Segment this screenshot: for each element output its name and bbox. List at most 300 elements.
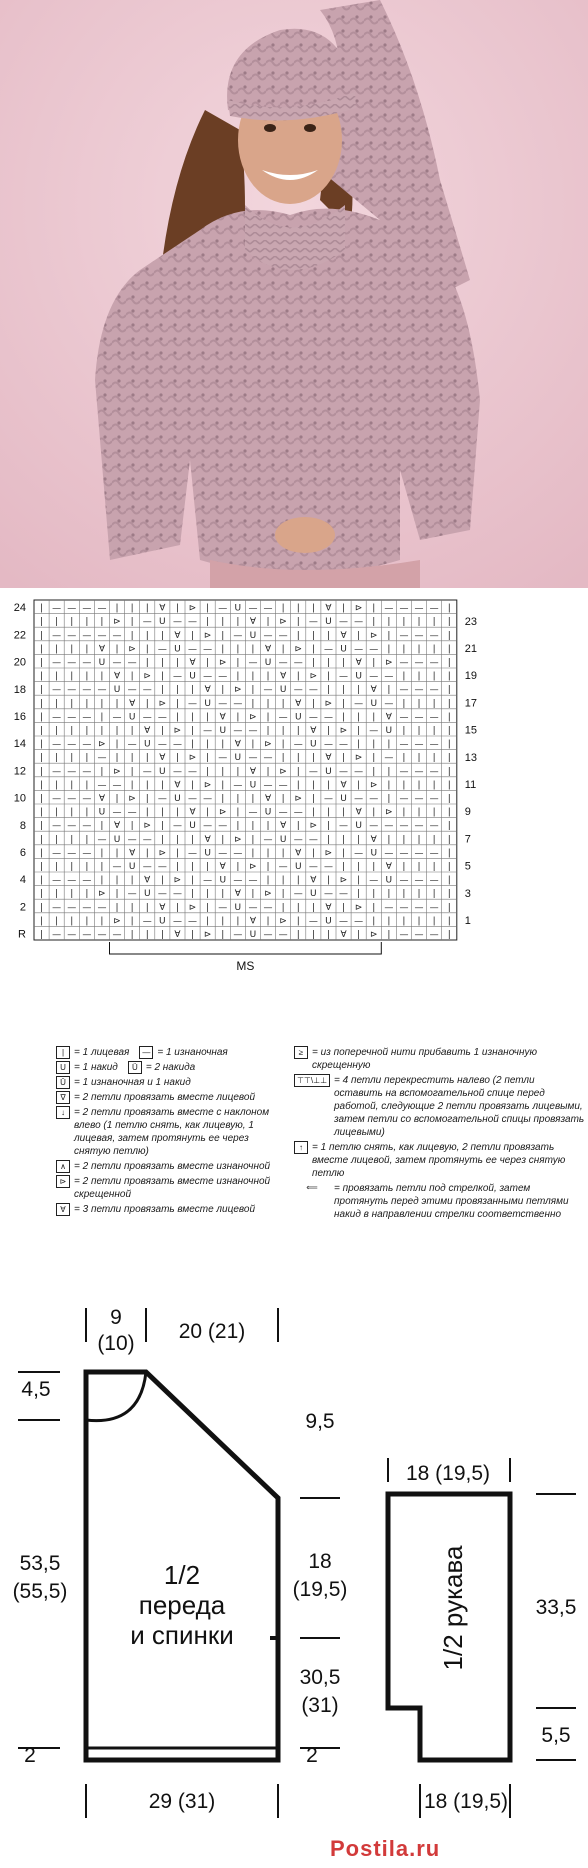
chart-cell-symbol: |	[130, 671, 134, 682]
chart-cell-symbol: —	[112, 807, 122, 818]
chart-cell-symbol: —	[384, 603, 394, 614]
chart-cell-symbol: |	[206, 889, 210, 900]
chart-cell-symbol: |	[281, 644, 285, 655]
chart-cell-symbol: |	[447, 685, 451, 696]
chart-cell-symbol: —	[52, 603, 62, 614]
chart-cell-symbol: |	[447, 766, 451, 777]
chart-cell-symbol: ∀	[370, 834, 377, 845]
chart-cell-symbol: |	[55, 671, 59, 682]
chart-cell-symbol: |	[145, 630, 149, 641]
chart-cell-symbol: |	[40, 658, 44, 669]
shoulder-width-label: 20 (21)	[178, 1320, 246, 1343]
chart-cell-symbol: —	[52, 658, 62, 669]
chart-cell-symbol: |	[236, 658, 240, 669]
chart-cell-symbol: —	[127, 685, 137, 696]
chart-cell-symbol: |	[130, 930, 134, 941]
chart-cell-symbol: —	[414, 902, 424, 913]
chart-cell-symbol: |	[40, 603, 44, 614]
body-width-label: 29 (31)	[148, 1790, 216, 1813]
chart-cell-symbol: |	[206, 766, 210, 777]
chart-cell-symbol: —	[82, 902, 92, 913]
chart-cell-symbol: |	[130, 726, 134, 737]
chart-cell-symbol: —	[248, 658, 258, 669]
chart-cell-symbol: —	[414, 685, 424, 696]
chart-cell-symbol: ∀	[249, 766, 257, 777]
chart-cell-symbol: |	[251, 821, 255, 832]
chart-cell-symbol: |	[447, 807, 451, 818]
chart-cell-symbol: —	[142, 712, 152, 723]
chart-cell-symbol: |	[115, 753, 119, 764]
row-number-right: 13	[464, 751, 478, 764]
legend-item: ∀ = 3 петли провязать вместе лицевой	[56, 1203, 288, 1216]
chart-cell-symbol: |	[236, 862, 240, 873]
chart-cell-symbol: U	[294, 712, 302, 723]
chart-cell-symbol: |	[40, 617, 44, 628]
chart-cell-symbol: |	[357, 875, 361, 886]
chart-cell-symbol: —	[172, 671, 182, 682]
chart-cell-symbol: —	[323, 739, 333, 750]
row-number-right: 19	[464, 670, 478, 683]
chart-cell-symbol: |	[85, 780, 89, 791]
chart-cell-symbol: —	[429, 794, 439, 805]
chart-cell-symbol: |	[160, 834, 164, 845]
chart-cell-symbol: ∀	[219, 862, 226, 873]
chart-cell-symbol: |	[281, 848, 285, 859]
chart-cell-symbol: —	[278, 712, 288, 723]
chart-cell-symbol: |	[130, 766, 134, 777]
chart-cell-symbol: ⊳	[279, 916, 287, 927]
chart-cell-symbol: —	[67, 630, 77, 641]
chart-cell-symbol: |	[191, 685, 195, 696]
chart-cell-symbol: ∀	[98, 794, 106, 805]
chart-cell-symbol: —	[233, 630, 243, 641]
chart-cell-symbol: |	[266, 617, 270, 628]
rib-height-label: 2	[24, 1744, 36, 1767]
legend-item: U = 1 накид	[56, 1061, 118, 1074]
chart-cell-symbol: ⊳	[369, 630, 378, 641]
chart-cell-symbol: —	[339, 617, 349, 628]
repeat-label: MS	[236, 959, 255, 973]
chart-cell-symbol: —	[263, 603, 273, 614]
chart-cell-symbol: |	[387, 644, 391, 655]
chart-cell-symbol: |	[100, 875, 104, 886]
chart-cell-symbol: —	[203, 671, 213, 682]
chart-cell-symbol: ⊳	[385, 658, 393, 669]
chart-cell-symbol: ⊳	[113, 916, 121, 927]
chart-cell-symbol: |	[296, 780, 300, 791]
chart-cell-symbol: —	[203, 644, 213, 655]
chart-cell-symbol: ⊳	[143, 671, 152, 682]
chart-cell-symbol: |	[447, 739, 451, 750]
chart-cell-symbol: —	[188, 766, 198, 777]
chart-cell-symbol: —	[399, 685, 409, 696]
chart-cell-symbol: —	[293, 685, 303, 696]
chart-cell-symbol: |	[447, 753, 451, 764]
chart-cell-symbol: |	[40, 766, 44, 777]
chart-cell-symbol: |	[221, 780, 225, 791]
chart-cell-symbol: |	[281, 698, 285, 709]
chart-cell-symbol: —	[157, 862, 167, 873]
chart-cell-symbol: —	[414, 712, 424, 723]
chart-cell-symbol: |	[417, 698, 421, 709]
chart-cell-symbol: —	[67, 712, 77, 723]
chart-cell-symbol: |	[357, 780, 361, 791]
chart-cell-symbol: —	[67, 794, 77, 805]
chart-cell-symbol: ∀	[310, 875, 317, 886]
double-yarn-over-icon: Ü	[128, 1061, 142, 1074]
chart-cell-symbol: —	[263, 780, 273, 791]
chart-cell-symbol: |	[221, 766, 225, 777]
chart-cell-symbol: |	[40, 875, 44, 886]
chart-cell-symbol: U	[370, 698, 378, 709]
chart-cell-symbol: U	[310, 739, 317, 750]
chart-cell-symbol: ⊳	[264, 739, 272, 750]
chart-cell-symbol: —	[157, 889, 167, 900]
chart-cell-symbol: —	[203, 875, 213, 886]
repeat-bracket	[110, 942, 382, 954]
chart-cell-symbol: |	[206, 617, 210, 628]
chart-cell-symbol: |	[342, 603, 346, 614]
chart-cell-symbol: |	[145, 698, 149, 709]
chart-cell-symbol: U	[385, 726, 393, 737]
chart-cell-symbol: |	[175, 848, 179, 859]
chart-cell-symbol: —	[233, 875, 243, 886]
chart-cell-symbol: |	[296, 671, 300, 682]
chart-cell-symbol: —	[142, 685, 152, 696]
chart-cell-symbol: |	[402, 889, 406, 900]
chart-cell-symbol: |	[342, 807, 346, 818]
chart-cell-symbol: |	[100, 862, 104, 873]
chart-cell-symbol: |	[85, 698, 89, 709]
chart-cell-symbol: —	[97, 603, 107, 614]
chart-cell-symbol: |	[40, 780, 44, 791]
chart-cell-symbol: |	[115, 875, 119, 886]
chart-cell-symbol: |	[372, 658, 376, 669]
chart-cell-symbol: |	[115, 848, 119, 859]
chart-cell-symbol: —	[399, 930, 409, 941]
chart-cell-symbol: |	[70, 644, 74, 655]
chart-cell-symbol: |	[326, 821, 330, 832]
chart-cell-symbol: |	[130, 780, 134, 791]
chart-cell-symbol: |	[266, 712, 270, 723]
chart-cell-symbol: |	[432, 862, 436, 873]
chart-cell-symbol: —	[97, 753, 107, 764]
chart-cell-symbol: |	[115, 726, 119, 737]
chart-cell-symbol: —	[399, 603, 409, 614]
chart-cell-symbol: |	[342, 753, 346, 764]
chart-cell-symbol: —	[233, 780, 243, 791]
chart-cell-symbol: |	[145, 930, 149, 941]
chart-cell-symbol: —	[263, 753, 273, 764]
chart-cell-symbol: ⊳	[203, 780, 212, 791]
chart-cell-symbol: |	[296, 753, 300, 764]
chart-cell-symbol: |	[357, 834, 361, 845]
chart-cell-symbol: |	[447, 902, 451, 913]
chart-cell-symbol: —	[97, 902, 107, 913]
chart-cell-symbol: —	[384, 821, 394, 832]
chart-cell-symbol: ∀	[144, 875, 151, 886]
legend-item: ↑ = 1 петлю снять, как лицевую, 2 петли провязать вместе лицевой, затем протянуть ее через снятую петлю	[294, 1141, 586, 1180]
chart-cell-symbol: —	[384, 753, 394, 764]
chart-cell-symbol: |	[432, 698, 436, 709]
chart-cell-symbol: |	[447, 794, 451, 805]
chart-cell-symbol: |	[85, 671, 89, 682]
make-one-purl-icon: ≥	[294, 1046, 308, 1059]
chart-cell-symbol: U	[189, 671, 196, 682]
chart-cell-symbol: ∀	[129, 848, 136, 859]
chart-cell-symbol: |	[447, 916, 451, 927]
chart-cell-symbol: —	[323, 644, 333, 655]
chart-cell-symbol: —	[354, 617, 364, 628]
chart-cell-symbol: —	[414, 794, 424, 805]
row-number-right: 15	[464, 724, 478, 737]
k3tog-icon: ∀	[56, 1203, 70, 1216]
chart-cell-symbol: |	[402, 698, 406, 709]
chart-cell-symbol: |	[447, 780, 451, 791]
model-photo	[0, 0, 588, 588]
chart-cell-symbol: |	[311, 807, 315, 818]
lower-length-label: 30,5	[299, 1666, 341, 1689]
chart-cell-symbol: |	[160, 780, 164, 791]
chart-cell-symbol: |	[372, 739, 376, 750]
chart-cell-symbol: |	[266, 862, 270, 873]
chart-cell-symbol: —	[112, 930, 122, 941]
chart-cell-symbol: |	[387, 889, 391, 900]
chart-cell-symbol: —	[429, 712, 439, 723]
chart-cell-symbol: |	[417, 753, 421, 764]
chart-cell-symbol: U	[219, 875, 227, 886]
chart-cell-symbol: |	[251, 644, 255, 655]
chart-cell-symbol: U	[234, 603, 242, 614]
lower-length-alt-label: (31)	[301, 1694, 339, 1717]
chart-cell-symbol: |	[447, 671, 451, 682]
chart-cell-symbol: ⊳	[354, 902, 363, 913]
sleeve-top-width-label: 18 (19,5)	[405, 1462, 491, 1485]
yarn-over-icon: U	[56, 1061, 70, 1074]
chart-cell-symbol: —	[112, 712, 122, 723]
chart-cell-symbol: ∀	[310, 726, 317, 737]
chart-cell-symbol: |	[145, 848, 149, 859]
chart-cell-symbol: —	[354, 794, 364, 805]
chart-cell-symbol: |	[281, 794, 285, 805]
chart-cell-symbol: |	[387, 630, 391, 641]
chart-cell-symbol: ∀	[174, 630, 181, 641]
chart-cell-symbol: —	[339, 821, 349, 832]
chart-cell-symbol: U	[385, 875, 393, 886]
chart-cell-symbol: |	[175, 698, 179, 709]
chart-cell-symbol: —	[248, 875, 258, 886]
chart-cell-symbol: |	[447, 875, 451, 886]
chart-cell-symbol: |	[160, 658, 164, 669]
chart-cell-symbol: —	[339, 671, 349, 682]
chart-cell-symbol: |	[206, 753, 210, 764]
chart-cell-symbol: |	[342, 848, 346, 859]
chart-cell-symbol: —	[414, 630, 424, 641]
chart-cell-symbol: |	[85, 889, 89, 900]
chart-cell-symbol: ⊳	[369, 780, 378, 791]
chart-cell-symbol: —	[248, 726, 258, 737]
chart-cell-symbol: —	[203, 726, 213, 737]
row-number-left: 4	[19, 874, 26, 887]
chart-cell-symbol: |	[100, 726, 104, 737]
chart-cell-symbol: |	[40, 712, 44, 723]
chart-cell-symbol: |	[326, 685, 330, 696]
chart-cell-symbol: |	[191, 862, 195, 873]
chart-cell-symbol: |	[115, 698, 119, 709]
chart-cell-symbol: |	[206, 603, 210, 614]
chart-cell-symbol: U	[325, 617, 332, 628]
chart-cell-symbol: |	[266, 766, 270, 777]
chart-cell-symbol: —	[248, 807, 258, 818]
chart-cell-symbol: |	[70, 671, 74, 682]
chart-cell-symbol: U	[279, 834, 287, 845]
rib-height-right-label: 2	[306, 1744, 318, 1767]
pass-over-arrow-icon: ⟸	[294, 1182, 330, 1193]
chart-cell-symbol: |	[447, 848, 451, 859]
chart-cell-symbol: |	[326, 930, 330, 941]
chart-cell-symbol: —	[157, 739, 167, 750]
chart-cell-symbol: ⊳	[218, 807, 227, 818]
chart-cell-symbol: |	[206, 739, 210, 750]
chart-cell-symbol: —	[429, 930, 439, 941]
chart-cell-symbol: |	[175, 807, 179, 818]
chart-cell-symbol: —	[278, 862, 288, 873]
chart-cell-symbol: |	[40, 739, 44, 750]
chart-cell-symbol: —	[263, 685, 273, 696]
chart-cell-symbol: |	[447, 862, 451, 873]
chart-cell-symbol: —	[188, 916, 198, 927]
chart-cell-symbol: —	[67, 766, 77, 777]
chart-cell-symbol: U	[325, 916, 332, 927]
chart-cell-symbol: —	[52, 712, 62, 723]
chart-cell-symbol: U	[325, 766, 332, 777]
chart-cell-symbol: |	[191, 739, 195, 750]
chart-cell-symbol: U	[128, 712, 136, 723]
chart-cell-symbol: |	[160, 821, 164, 832]
chart-cell-symbol: |	[326, 630, 330, 641]
chart-cell-symbol: —	[82, 821, 92, 832]
chart-cell-symbol: |	[296, 916, 300, 927]
chart-cell-symbol: |	[296, 617, 300, 628]
chart-cell-symbol: —	[172, 889, 182, 900]
legend-item: Ū = 1 изнаночная и 1 накид	[56, 1076, 288, 1089]
knitting-chart	[0, 592, 588, 1028]
chart-cell-symbol: —	[323, 889, 333, 900]
chart-cell-symbol: |	[251, 685, 255, 696]
chart-cell-symbol: ∀	[340, 780, 347, 791]
chart-cell-symbol: U	[98, 807, 106, 818]
chart-cell-symbol: |	[206, 902, 210, 913]
chart-cell-symbol: —	[142, 862, 152, 873]
chart-cell-symbol: —	[218, 671, 228, 682]
chart-cell-symbol: U	[143, 889, 151, 900]
chart-cell-symbol: |	[432, 753, 436, 764]
chart-cell-symbol: —	[369, 644, 379, 655]
chart-cell-symbol: ⊳	[234, 834, 242, 845]
row-number-left: 14	[13, 738, 26, 751]
chart-cell-symbol: |	[55, 916, 59, 927]
chart-cell-symbol: —	[188, 794, 198, 805]
chart-cell-symbol: |	[191, 875, 195, 886]
chart-cell-symbol: |	[100, 712, 104, 723]
chart-cell-symbol: |	[311, 794, 315, 805]
chart-cell-symbol: |	[432, 834, 436, 845]
chart-cell-symbol: U	[143, 739, 151, 750]
row-number-right: 9	[464, 806, 471, 819]
chart-cell-symbol: |	[417, 671, 421, 682]
chart-cell-symbol: |	[145, 753, 149, 764]
chart-cell-symbol: |	[387, 794, 391, 805]
chart-cell-symbol: |	[372, 902, 376, 913]
chart-cell-symbol: ∀	[159, 603, 166, 614]
chart-cell-symbol: |	[296, 930, 300, 941]
chart-cell-symbol: |	[372, 617, 376, 628]
chart-cell-symbol: ∀	[129, 698, 136, 709]
chart-cell-symbol: —	[52, 902, 62, 913]
chart-cell-symbol: |	[206, 658, 210, 669]
chart-cell-symbol: |	[130, 753, 134, 764]
chart-cell-symbol: |	[372, 889, 376, 900]
chart-cell-symbol: ∀	[204, 834, 211, 845]
chart-cell-symbol: —	[67, 685, 77, 696]
chart-cell-symbol: |	[372, 807, 376, 818]
chart-cell-symbol: U	[249, 780, 257, 791]
chart-cell-symbol: |	[372, 712, 376, 723]
chart-cell-symbol: |	[100, 766, 104, 777]
chart-cell-symbol: |	[70, 617, 74, 628]
chart-cell-symbol: |	[296, 603, 300, 614]
chart-cell-symbol: U	[249, 630, 257, 641]
chart-cell-symbol: |	[251, 834, 255, 845]
chart-cell-symbol: —	[97, 780, 107, 791]
chart-cell-symbol: |	[251, 671, 255, 682]
chart-cell-symbol: ∀	[234, 739, 241, 750]
chart-cell-symbol: |	[402, 644, 406, 655]
chart-cell-symbol: —	[82, 603, 92, 614]
chart-cell-symbol: ⊳	[294, 794, 303, 805]
chart-cell-symbol: —	[354, 848, 364, 859]
ssk-icon: ↓	[56, 1106, 70, 1119]
chart-cell-symbol: —	[429, 739, 439, 750]
row-number-left: 18	[13, 683, 26, 696]
chart-cell-symbol: |	[40, 753, 44, 764]
chart-cell-symbol: —	[82, 712, 92, 723]
chart-cell-symbol: |	[266, 726, 270, 737]
chart-cell-symbol: |	[402, 753, 406, 764]
chart-cell-symbol: |	[281, 739, 285, 750]
chart-cell-symbol: |	[55, 862, 59, 873]
chart-cell-symbol: —	[369, 671, 379, 682]
legend-item: ↓ = 2 петли провязать вместе с наклоном влево (1 петлю снять, как лицевую, 1 лицевая, затем протянуть ее через снятую петлю)	[56, 1106, 288, 1158]
chart-cell-symbol: |	[191, 712, 195, 723]
chart-cell-symbol: —	[233, 930, 243, 941]
chart-cell-symbol: |	[387, 916, 391, 927]
chart-cell-symbol: |	[85, 916, 89, 927]
chart-cell-symbol: —	[263, 930, 273, 941]
chart-cell-symbol: —	[308, 685, 318, 696]
watermark: Postila.ru	[330, 1836, 441, 1861]
chart-cell-symbol: —	[188, 698, 198, 709]
p2tog-tbl-icon: ⊳	[56, 1175, 70, 1188]
chart-cell-symbol: |	[417, 916, 421, 927]
chart-cell-symbol: |	[175, 834, 179, 845]
chart-cell-symbol: |	[342, 658, 346, 669]
chart-cell-symbol: —	[52, 630, 62, 641]
chart-cell-symbol: —	[369, 875, 379, 886]
chart-cell-symbol: —	[172, 739, 182, 750]
chart-cell-symbol: —	[399, 848, 409, 859]
chart-cell-symbol: |	[236, 766, 240, 777]
